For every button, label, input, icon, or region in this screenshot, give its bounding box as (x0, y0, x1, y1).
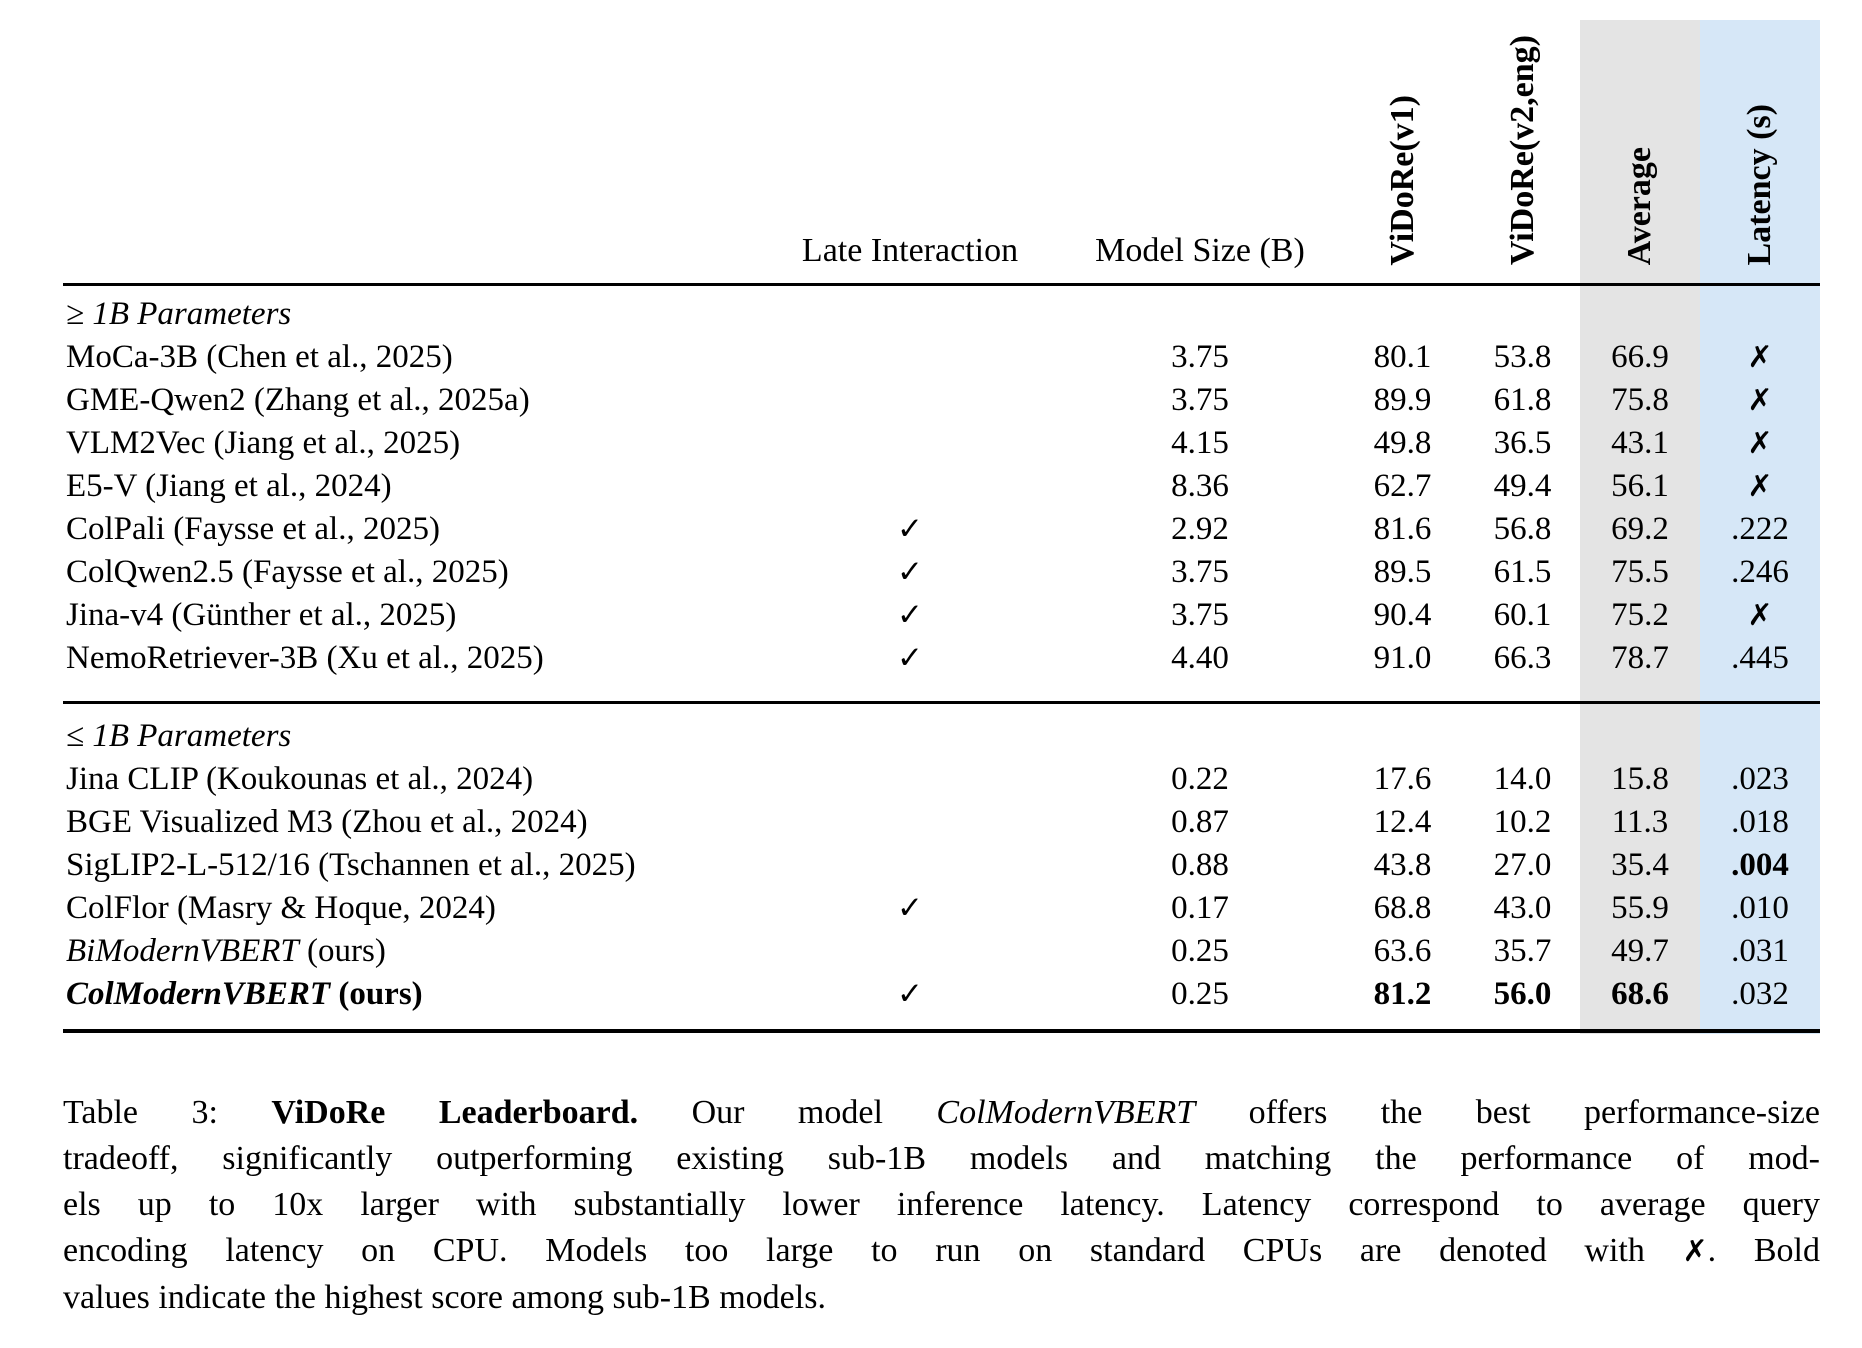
cell-vidore-v1: 89.9 (1373, 381, 1432, 418)
table-row (63, 379, 1820, 422)
cell-vidore-v2: 56.0 (1465, 973, 1580, 1031)
cell-late-interaction (760, 551, 1060, 594)
cell-late-interaction (760, 422, 1060, 465)
cell-latency: .031 (1731, 932, 1789, 969)
cell-model-name (63, 551, 760, 594)
cell-model-size: 0.88 (1171, 846, 1229, 883)
cell-average: 75.2 (1611, 596, 1669, 633)
caption-text: tradeoff, significantly outperforming existing sub-1B models and matching the performance of mod- (63, 1140, 1820, 1177)
col-header-model-size (1060, 0, 1340, 284)
cell-model-size: 2.92 (1171, 510, 1229, 547)
cell-late-interaction (760, 930, 1060, 973)
cell-late-interaction (760, 844, 1060, 887)
cell-average: 75.8 (1611, 381, 1669, 418)
caption-line (63, 1228, 1820, 1275)
cell-vidore-v2: 43.0 (1493, 889, 1552, 926)
cell-model-name (63, 887, 760, 930)
caption-text: encoding latency on CPU. Models too large to run on standard CPUs are denoted with (63, 1232, 1683, 1269)
cell-late-interaction (760, 887, 1060, 930)
cell-late-interaction (760, 508, 1060, 551)
cell-latency (1700, 336, 1820, 379)
cell-vidore-v2: 10.2 (1493, 803, 1552, 840)
caption-text: values indicate the highest score among sub-1B models. (63, 1279, 826, 1316)
cell-model-size: 0.25 (1171, 932, 1229, 969)
model-name-text: BiModernVBERT (66, 932, 299, 969)
cell-average: 78.7 (1580, 637, 1700, 703)
cell-latency (1700, 379, 1820, 422)
cell-late-interaction (760, 465, 1060, 508)
cell-average: 49.7 (1611, 932, 1669, 969)
cell-late-interaction (760, 379, 1060, 422)
cell-latency (1700, 422, 1820, 465)
cell-model-name (63, 637, 760, 703)
cell-model-name (63, 422, 760, 465)
cross-icon: ✗ (1682, 1234, 1708, 1269)
col-header-model (63, 0, 760, 284)
cell-model-name (63, 801, 760, 844)
cross-icon: ✗ (1747, 597, 1773, 633)
table-row (63, 930, 1820, 973)
table-caption (63, 1090, 1820, 1321)
caption-line (63, 1136, 1820, 1182)
cell-model-size: 3.75 (1171, 553, 1229, 590)
cell-average: 66.9 (1611, 338, 1669, 375)
cell-vidore-v1: 90.4 (1373, 596, 1432, 633)
model-name-text: Jina-v4 (Günther et al., 2025) (66, 596, 457, 633)
cell-vidore-v1: 49.8 (1373, 424, 1432, 461)
col-header-late-interaction (760, 0, 1060, 284)
caption-text: offers the best performance-size (1195, 1094, 1820, 1131)
col-header-late-interaction-label: Late Interaction (801, 231, 1019, 269)
cell-model-size: 0.22 (1171, 760, 1229, 797)
table-row (63, 758, 1820, 801)
cell-vidore-v2: 35.7 (1493, 932, 1552, 969)
cell-late-interaction (760, 801, 1060, 844)
table-row (63, 336, 1820, 379)
cell-late-interaction (760, 758, 1060, 801)
cell-model-name (63, 336, 760, 379)
model-name-text: (ours) (298, 932, 386, 969)
cell-late-interaction (760, 637, 1060, 703)
caption-text: Table 3: (63, 1094, 272, 1131)
model-name-text: MoCa-3B (Chen et al., 2025) (66, 338, 453, 375)
col-header-vidore-v2-label: ViDoRe(v2,eng) (1503, 35, 1541, 266)
cell-average: 56.1 (1611, 467, 1669, 504)
cell-vidore-v2: 53.8 (1493, 338, 1552, 375)
table-row (63, 801, 1820, 844)
model-name-text: ColModernVBERT (66, 975, 331, 1012)
cell-vidore-v2: 61.8 (1493, 381, 1552, 418)
col-header-latency-label: Latency (s) (1741, 104, 1778, 266)
cell-model-name (63, 508, 760, 551)
caption-text: Our model (638, 1094, 937, 1131)
cell-vidore-v1: 63.6 (1373, 932, 1432, 969)
model-name-text: ColFlor (Masry & Hoque, 2024) (66, 889, 496, 926)
cell-model-size: 3.75 (1171, 596, 1229, 633)
checkmark-icon: ✓ (897, 639, 923, 676)
model-name-text: E5-V (Jiang et al., 2024) (66, 467, 392, 504)
col-header-average-label: Average (1621, 147, 1658, 266)
cell-vidore-v2: 36.5 (1493, 424, 1552, 461)
cell-latency: .032 (1700, 973, 1820, 1031)
cell-vidore-v1: 81.2 (1340, 973, 1465, 1031)
table-row (63, 422, 1820, 465)
model-name-text: (ours) (330, 975, 423, 1012)
cell-latency: .004 (1731, 846, 1789, 883)
header-row (63, 0, 1820, 284)
section-header-row (63, 284, 1820, 336)
cell-vidore-v1: 89.5 (1373, 553, 1432, 590)
cell-model-name (63, 973, 760, 1031)
cell-late-interaction (760, 594, 1060, 637)
col-header-model-size-label: Model Size (B) (1095, 231, 1305, 269)
col-header-average (1580, 0, 1700, 284)
table-row (63, 594, 1820, 637)
cell-average: 15.8 (1611, 760, 1669, 797)
model-name-text: ColPali (Faysse et al., 2025) (66, 510, 440, 547)
table-row (63, 973, 1820, 1031)
cell-average: 35.4 (1611, 846, 1669, 883)
cell-average: 11.3 (1611, 803, 1669, 840)
checkmark-icon: ✓ (897, 553, 923, 590)
table-row (63, 887, 1820, 930)
cell-vidore-v1: 17.6 (1373, 760, 1432, 797)
cell-model-name (63, 594, 760, 637)
cell-average: 55.9 (1611, 889, 1669, 926)
caption-text: ColModernVBERT (936, 1094, 1196, 1131)
table-row (63, 844, 1820, 887)
model-name-text: VLM2Vec (Jiang et al., 2025) (66, 424, 461, 461)
caption-line (63, 1182, 1820, 1228)
table-row (63, 637, 1820, 703)
cell-model-size: 0.87 (1171, 803, 1229, 840)
cell-model-size: 0.17 (1171, 889, 1229, 926)
caption-line (63, 1275, 1820, 1321)
cell-model-size: 8.36 (1171, 467, 1229, 504)
cell-average: 43.1 (1611, 424, 1669, 461)
cell-latency (1700, 465, 1820, 508)
cell-vidore-v1: 43.8 (1373, 846, 1432, 883)
col-header-vidore-v2 (1465, 0, 1580, 284)
model-name-text: SigLIP2-L-512/16 (Tschannen et al., 2025) (66, 846, 636, 883)
cell-model-size: 0.25 (1060, 973, 1340, 1031)
col-header-latency (1700, 0, 1820, 284)
cell-vidore-v1: 80.1 (1373, 338, 1432, 375)
cell-model-name (63, 758, 760, 801)
vidore-leaderboard-table (63, 0, 1820, 1033)
model-name-text: GME-Qwen2 (Zhang et al., 2025a) (66, 381, 530, 418)
caption-text: . Bold (1707, 1232, 1820, 1269)
cell-vidore-v1: 81.6 (1373, 510, 1432, 547)
cell-late-interaction (760, 973, 1060, 1031)
cross-icon: ✗ (1747, 468, 1773, 504)
cell-vidore-v2: 61.5 (1493, 553, 1552, 590)
col-header-vidore-v1 (1340, 0, 1465, 284)
cell-model-name (63, 930, 760, 973)
checkmark-icon: ✓ (897, 510, 923, 547)
checkmark-icon: ✓ (897, 596, 923, 633)
cross-icon: ✗ (1747, 339, 1773, 375)
cell-average: 75.5 (1611, 553, 1669, 590)
cross-icon: ✗ (1747, 382, 1773, 418)
section-title: ≤ 1B Parameters (66, 717, 292, 754)
cell-latency: .445 (1700, 637, 1820, 703)
caption-text: ViDoRe Leaderboard. (271, 1094, 639, 1131)
cell-late-interaction (760, 336, 1060, 379)
caption-line (63, 1090, 1820, 1136)
table-header (63, 0, 1820, 284)
cell-model-size: 3.75 (1171, 338, 1229, 375)
cell-vidore-v1: 91.0 (1340, 637, 1465, 703)
cell-vidore-v2: 27.0 (1493, 846, 1552, 883)
cell-average: 69.2 (1611, 510, 1669, 547)
cell-vidore-v2: 66.3 (1465, 637, 1580, 703)
cell-latency: .246 (1731, 553, 1789, 590)
cell-vidore-v1: 68.8 (1373, 889, 1432, 926)
cell-average: 68.6 (1580, 973, 1700, 1031)
cell-vidore-v2: 14.0 (1493, 760, 1552, 797)
cell-vidore-v1: 12.4 (1373, 803, 1432, 840)
cell-latency: .010 (1731, 889, 1789, 926)
cell-latency: .023 (1731, 760, 1789, 797)
cell-model-name (63, 465, 760, 508)
section-title: ≥ 1B Parameters (66, 295, 292, 332)
cell-model-name (63, 379, 760, 422)
table-row (63, 465, 1820, 508)
cell-vidore-v2: 56.8 (1493, 510, 1552, 547)
model-name-text: ColQwen2.5 (Faysse et al., 2025) (66, 553, 509, 590)
checkmark-icon: ✓ (897, 889, 923, 926)
cell-vidore-v2: 60.1 (1493, 596, 1552, 633)
table-body (63, 284, 1820, 1031)
caption-text: els up to 10x larger with substantially lower inference latency. Latency correspond to average query (63, 1186, 1820, 1223)
cell-model-size: 3.75 (1171, 381, 1229, 418)
table-row (63, 551, 1820, 594)
checkmark-icon: ✓ (897, 975, 923, 1012)
cell-vidore-v1: 62.7 (1373, 467, 1432, 504)
col-header-vidore-v1-label: ViDoRe(v1) (1383, 94, 1421, 266)
model-name-text: NemoRetriever-3B (Xu et al., 2025) (66, 639, 544, 676)
model-name-text: Jina CLIP (Koukounas et al., 2024) (66, 760, 534, 797)
cell-vidore-v2: 49.4 (1493, 467, 1552, 504)
model-name-text: BGE Visualized M3 (Zhou et al., 2024) (66, 803, 588, 840)
cell-latency: .222 (1731, 510, 1789, 547)
section-header-row (63, 702, 1820, 758)
cell-model-name (63, 844, 760, 887)
table-row (63, 508, 1820, 551)
cross-icon: ✗ (1747, 425, 1773, 461)
cell-model-size: 4.15 (1171, 424, 1229, 461)
cell-latency: .018 (1731, 803, 1789, 840)
cell-model-size: 4.40 (1060, 637, 1340, 703)
cell-latency (1700, 594, 1820, 637)
